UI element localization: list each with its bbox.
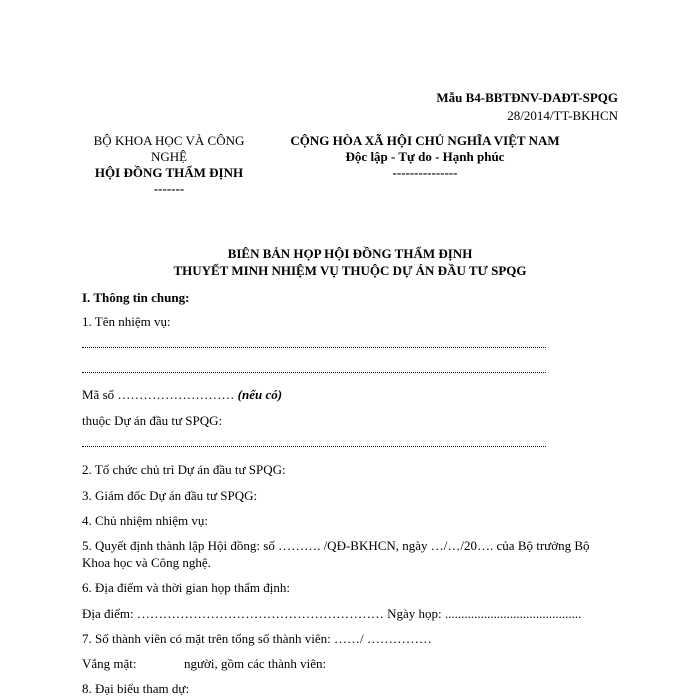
- task-code-note: (nếu có): [237, 387, 283, 402]
- task-code-label: Mã số ………………………: [82, 387, 238, 402]
- absent-members-text: người, gồm các thành viên:: [184, 656, 327, 671]
- establishment-decision-line-2: Khoa học và Công nghệ.: [82, 555, 211, 570]
- project-label: thuộc Dự án đầu tư SPQG:: [82, 413, 223, 428]
- form-code: Mẫu B4-BBTĐNV-DAĐT-SPQG: [436, 90, 618, 105]
- establishment-decision-line-1: 5. Quyết định thành lập Hội đồng: số ………. /QĐ-BKHCN, ngày …/…/20…. của Bộ trưởng Bộ: [82, 538, 590, 553]
- members-present-row: 7. Số thành viên có mặt trên tổng số thành viên: ……/ ……………: [82, 631, 432, 646]
- ministry-name-line-1: BỘ KHOA HỌC VÀ CÔNG: [93, 133, 245, 148]
- task-name-label: 1. Tên nhiệm vụ:: [82, 314, 171, 329]
- task-leader-label: 4. Chủ nhiệm nhiệm vụ:: [82, 513, 209, 528]
- meeting-place-time-label: 6. Địa điểm và thời gian họp thẩm định:: [82, 580, 290, 595]
- absent-label: Vắng mặt:: [82, 656, 137, 671]
- document-title-line-1: BIÊN BẢN HỌP HỘI ĐỒNG THẨM ĐỊNH: [227, 246, 473, 261]
- project-director-label: 3. Giám đốc Dự án đầu tư SPQG:: [82, 488, 258, 503]
- motto: Độc lập - Tự do - Hạnh phúc: [345, 149, 505, 164]
- task-name-dotted-line-1: [82, 347, 546, 348]
- ministry-name-line-2: NGHỆ: [150, 149, 188, 164]
- issuing-agency-block: [70, 133, 268, 197]
- document-title-line-2: THUYẾT MINH NHIỆM VỤ THUỘC DỰ ÁN ĐẦU TƯ SPQG: [173, 263, 527, 278]
- task-name-dotted-line-2: [82, 372, 546, 373]
- task-code-row: [82, 387, 282, 403]
- council-name: HỘI ĐỒNG THẨM ĐỊNH: [94, 165, 244, 180]
- circular-number: 28/2014/TT-BKHCN: [507, 108, 618, 123]
- national-motto-block: [275, 133, 575, 181]
- host-organization-label: 2. Tổ chức chủ trì Dự án đầu tư SPQG:: [82, 462, 286, 477]
- agency-separator: -------: [153, 181, 185, 196]
- project-dotted-line: [82, 446, 546, 447]
- motto-separator: ---------------: [392, 165, 458, 180]
- attending-delegates-label: 8. Đại biểu tham dự:: [82, 681, 190, 696]
- country-name: CỘNG HÒA XÃ HỘI CHỦ NGHĨA VIỆT NAM: [290, 133, 560, 148]
- section-heading-general-info: I. Thông tin chung:: [82, 290, 190, 305]
- meeting-place-row: Địa điểm: ………………………………………………… Ngày họp: ..........................................: [82, 606, 582, 621]
